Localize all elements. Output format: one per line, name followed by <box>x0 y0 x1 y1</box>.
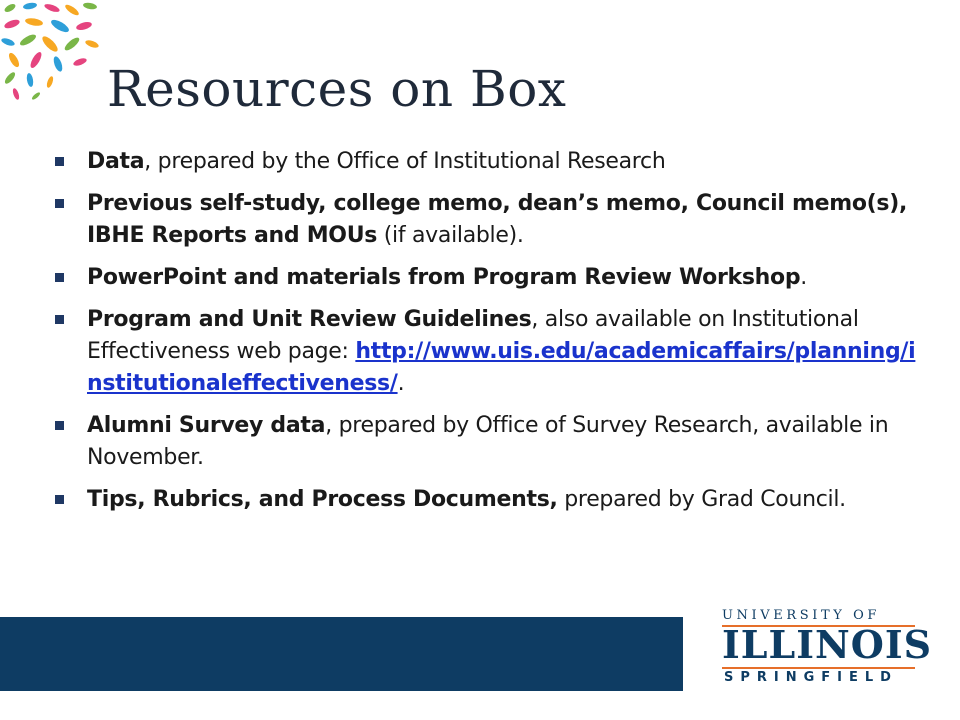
bullet-text: . <box>800 265 807 290</box>
bullet-text: , prepared by Office of Survey Research, available in November. <box>87 413 889 470</box>
slide-title: Resources on Box <box>107 60 567 118</box>
bullet-bold-text: Data <box>87 149 145 174</box>
bullet-bold-text: Tips, Rubrics, and Process Documents, <box>87 487 558 512</box>
logo-rule-bottom <box>722 667 915 669</box>
bullet-bold-text: PowerPoint and materials from Program Review Workshop <box>87 265 801 290</box>
list-item <box>55 146 925 178</box>
institutional-effectiveness-link[interactable]: http://www.uis.edu/academicaffairs/planning/institutionaleffectiveness/ <box>87 339 916 396</box>
bullet-bold-text: Previous self-study, college memo, dean’s memo, Council memo(s), IBHE Reports and MOUs <box>87 191 908 248</box>
bullet-bold-text: Alumni Survey data <box>87 413 326 438</box>
university-logo <box>722 608 933 693</box>
bullet-list <box>55 146 925 526</box>
bullet-text: , also available on Institutional Effectiveness web page: <box>87 307 859 364</box>
square-bullet-icon <box>55 273 64 282</box>
bullet-text: , prepared by the Office of Institutional Research <box>144 149 666 174</box>
square-bullet-icon <box>55 421 64 430</box>
logo-line-springfield: SPRINGFIELD <box>724 670 898 685</box>
bullet-bold-text: Program and Unit Review Guidelines <box>87 307 532 332</box>
list-item <box>55 484 925 516</box>
footer-bar <box>0 617 683 691</box>
bullet-text: (if available). <box>377 223 524 248</box>
burst-logo-icon <box>0 0 110 110</box>
bullet-text: prepared by Grad Council. <box>557 487 846 512</box>
square-bullet-icon <box>55 315 64 324</box>
list-item <box>55 410 925 474</box>
list-item <box>55 262 925 294</box>
list-item <box>55 188 925 252</box>
square-bullet-icon <box>55 199 64 208</box>
logo-line-illinois: ILLINOIS <box>722 622 933 667</box>
square-bullet-icon <box>55 157 64 166</box>
logo-line-university-of: UNIVERSITY OF <box>722 608 881 623</box>
bullet-text-end: . <box>397 371 405 396</box>
list-item <box>55 304 925 400</box>
square-bullet-icon <box>55 495 64 504</box>
